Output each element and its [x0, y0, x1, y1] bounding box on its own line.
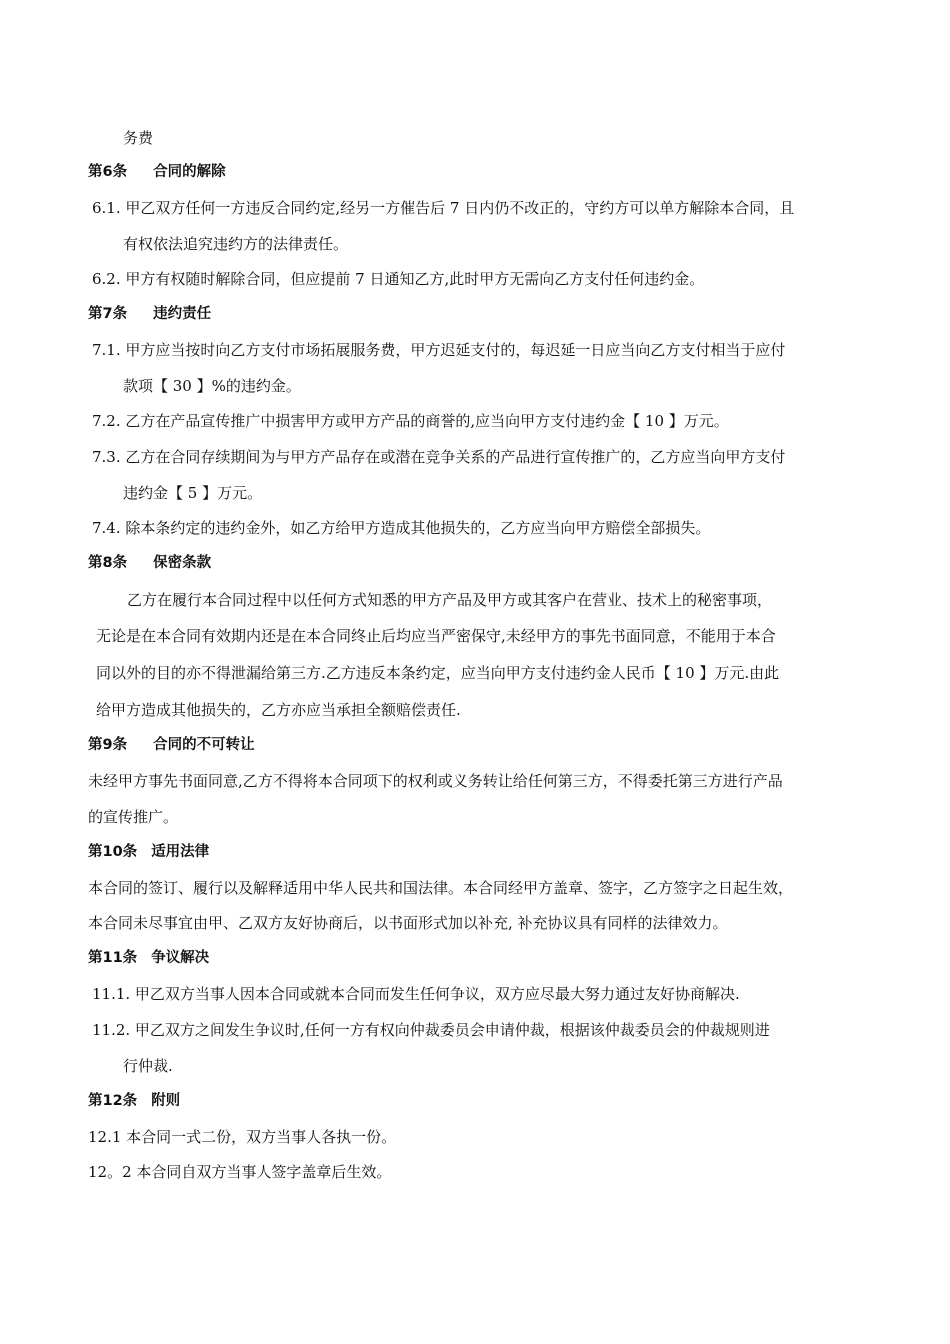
section-heading — [88, 553, 211, 573]
clause-line: 6.2. 甲方有权随时解除合同，但应提前 7 日通知乙方,此时甲方无需向乙方支付任何违约金。 — [92, 270, 705, 288]
section-number: 第6条 — [88, 164, 128, 180]
clause-line: 违约金【 5 】万元。 — [123, 484, 263, 502]
paragraph-line: 的宣传推广。 — [88, 808, 179, 826]
clause-line: 12.1 本合同一式二份，双方当事人各执一份。 — [88, 1128, 397, 1146]
section-heading — [88, 842, 209, 862]
paragraph-line: 给甲方造成其他损失的，乙方亦应当承担全额赔偿责任. — [96, 701, 461, 719]
paragraph-line: 本合同未尽事宜由甲、乙双方友好协商后，以书面形式加以补充, 补充协议具有同样的法律效力。 — [88, 914, 728, 932]
clause-line: 12。2 本合同自双方当事人签字盖章后生效。 — [88, 1163, 392, 1181]
clause-line: 11.2. 甲乙双方之间发生争议时,任何一方有权向仲裁委员会申请仲裁，根据该仲裁委员会的仲裁规则进 — [92, 1021, 770, 1039]
section-number: 第12条 — [88, 1093, 138, 1109]
section-heading — [88, 304, 211, 324]
clause-line: 7.4. 除本条约定的违约金外，如乙方给甲方造成其他损失的，乙方应当向甲方赔偿全部损失。 — [92, 519, 711, 537]
section-heading — [88, 735, 255, 755]
paragraph-line: 本合同的签订、履行以及解释适用中华人民共和国法律。本合同经甲方盖章、签字，乙方签字之日起生效， — [88, 879, 794, 897]
section-number: 第10条 — [88, 844, 138, 860]
paragraph-line: 同以外的目的亦不得泄漏给第三方.乙方违反本条约定，应当向甲方支付违约金人民币【 10 】万元.由此 — [96, 664, 780, 682]
paragraph-line: 未经甲方事先书面同意,乙方不得将本合同项下的权利或义务转让给任何第三方，不得委托第三方进行产品 — [88, 772, 783, 790]
clause-line: 7.2. 乙方在产品宣传推广中损害甲方或甲方产品的商誉的,应当向甲方支付违约金【 10 】万元。 — [92, 412, 729, 430]
clause-line: 11.1. 甲乙双方当事人因本合同或就本合同而发生任何争议，双方应尽最大努力通过友好协商解决. — [92, 985, 740, 1003]
clause-line: 有权依法追究违约方的法律责任。 — [123, 235, 349, 253]
section-number: 第8条 — [88, 555, 128, 571]
clause-line: 款项【 30 】%的违约金。 — [123, 377, 301, 395]
section-number: 第9条 — [88, 737, 128, 753]
section-heading — [88, 1091, 180, 1111]
section-title: 保密条款 — [153, 555, 212, 571]
section-title: 违约责任 — [153, 306, 212, 322]
clause-line: 7.1. 甲方应当按时向乙方支付市场拓展服务费，甲方迟延支付的，每迟延一日应当向乙方支付相当于应付 — [92, 341, 786, 359]
section-title: 适用法律 — [151, 844, 210, 860]
section-title: 合同的不可转让 — [153, 737, 255, 753]
paragraph-line: 无论是在本合同有效期内还是在本合同终止后均应当严密保守,未经甲方的事先书面同意，不能用于本合 — [96, 627, 776, 645]
section-number: 第11条 — [88, 950, 138, 966]
clause-line: 7.3. 乙方在合同存续期间为与甲方产品存在或潜在竞争关系的产品进行宣传推广的，乙方应当向甲方支付 — [92, 448, 786, 466]
section-number: 第7条 — [88, 306, 128, 322]
section-title: 争议解决 — [151, 950, 210, 966]
section-heading — [88, 162, 226, 182]
paragraph-line: 乙方在履行本合同过程中以任何方式知悉的甲方产品及甲方或其客户在营业、技术上的秘密事项， — [127, 591, 773, 609]
clause-line: 行仲裁. — [123, 1057, 173, 1075]
section-title: 合同的解除 — [153, 164, 226, 180]
text-line: 务费 — [123, 129, 154, 147]
section-title: 附则 — [151, 1093, 181, 1109]
section-heading — [88, 948, 209, 968]
clause-line: 6.1. 甲乙双方任何一方违反合同约定,经另一方催告后 7 日内仍不改正的，守约方可以单方解除本合同，且 — [92, 199, 795, 217]
